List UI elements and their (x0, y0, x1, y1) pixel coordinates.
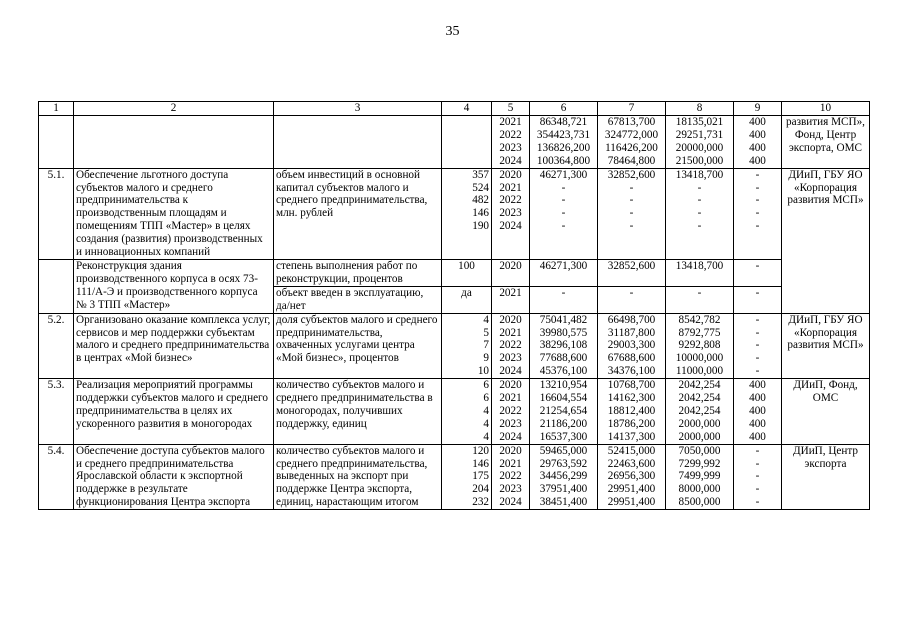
cell-total: 13210,954 16604,554 21254,654 21186,200 16537,300 (530, 379, 598, 445)
cell-fund-3: 400 400 400 400 400 (734, 379, 782, 445)
cell-executors: ДИиП, Центр экспорта (782, 444, 870, 510)
cell-total: 46271,300 - - - - (530, 168, 598, 259)
cell-num: 5.4. (39, 444, 74, 510)
cell-indicator: количество субъектов малого и среднего предпринимательства в моногородах, получивших поддержку, единиц (274, 379, 442, 445)
cell-fund-2: 7050,000 7299,992 7499,999 8000,000 8500,000 (666, 444, 734, 510)
table-row-continuation (39, 116, 870, 169)
cell-total: 46271,300 (530, 259, 598, 286)
program-activities-table (38, 101, 870, 510)
cell-name: Реализация мероприятий программы поддержки субъектов малого и среднего предпринимательства в целях их ускоренного развития в моногородах (74, 379, 274, 445)
table-header-row (39, 102, 870, 116)
header-cell: 6 (530, 102, 598, 116)
cell-years: 2020 (492, 259, 530, 286)
cell-value: 100 (442, 259, 492, 286)
cell-fund-3: - - - - - (734, 313, 782, 379)
header-cell: 2 (74, 102, 274, 116)
cell-fund-2: 2042,254 2042,254 2042,254 2000,000 2000,000 (666, 379, 734, 445)
cell-total: 75041,482 39980,575 38296,108 77688,600 45376,100 (530, 313, 598, 379)
cell-years: 2021 (492, 286, 530, 313)
cell-value: 4 5 7 9 10 (442, 313, 492, 379)
header-cell: 8 (666, 102, 734, 116)
cell-total: - (530, 286, 598, 313)
cell-indicator: доля субъектов малого и среднего предпринимательства, охваченных услугами центра «Мой бизнес», процентов (274, 313, 442, 379)
cell-fund-2: 8542,782 8792,775 9292,808 10000,000 11000,000 (666, 313, 734, 379)
cell-name (74, 116, 274, 169)
cell-num (39, 116, 74, 169)
header-cell: 9 (734, 102, 782, 116)
cell-num: 5.1. (39, 168, 74, 259)
cell-value: 120 146 175 204 232 (442, 444, 492, 510)
cell-fund-2: 18135,021 29251,731 20000,000 21500,000 (666, 116, 734, 169)
table-row-5-4 (39, 444, 870, 510)
page-number: 35 (445, 24, 460, 39)
header-cell: 10 (782, 102, 870, 116)
cell-total: 59465,000 29763,592 34456,299 37951,400 38451,400 (530, 444, 598, 510)
cell-name: Обеспечение льготного доступа субъектов малого и среднего предпринимательства к производственным площадям и помещениям ТПП «Мастер» в целях создания (развития) производственных и инновационных компаний (74, 168, 274, 259)
header-cell: 5 (492, 102, 530, 116)
cell-years: 2020 2021 2022 2023 2024 (492, 313, 530, 379)
cell-name: Организовано оказание комплекса услуг, сервисов и мер поддержки субъектам малого и среднего предпринимательства в центрах «Мой бизнес» (74, 313, 274, 379)
header-cell: 4 (442, 102, 492, 116)
cell-num: 5.3. (39, 379, 74, 445)
cell-indicator: степень выполнения работ по реконструкции, процентов (274, 259, 442, 286)
cell-fund-1: 32852,600 - - - - (598, 168, 666, 259)
cell-fund-3: - - - - - (734, 444, 782, 510)
cell-fund-1: 67813,700 324772,000 116426,200 78464,800 (598, 116, 666, 169)
table-row-5-2 (39, 313, 870, 379)
cell-executors: ДИиП, Фонд, ОМС (782, 379, 870, 445)
cell-fund-2: - (666, 286, 734, 313)
cell-num: 5.2. (39, 313, 74, 379)
table-row-5-3 (39, 379, 870, 445)
header-cell: 1 (39, 102, 74, 116)
cell-indicator: объект введен в эксплуатацию, да/нет (274, 286, 442, 313)
table-row-5-1 (39, 168, 870, 259)
cell-name: Реконструкция здания производственного корпуса в осях 73-111/А-Э и производственного корпуса № 3 ТПП «Мастер» (74, 259, 274, 313)
cell-years: 2020 2021 2022 2023 2024 (492, 379, 530, 445)
cell-value: 6 6 4 4 4 (442, 379, 492, 445)
cell-value (442, 116, 492, 169)
table-row-5-1-sub-a (39, 259, 870, 286)
cell-fund-3: - - - - - (734, 168, 782, 259)
cell-fund-3: - (734, 286, 782, 313)
cell-total: 86348,721 354423,731 136826,200 100364,800 (530, 116, 598, 169)
cell-executors: ДИиП, ГБУ ЯО «Корпорация развития МСП» (782, 313, 870, 379)
cell-indicator (274, 116, 442, 169)
cell-fund-1: 10768,700 14162,300 18812,400 18786,200 14137,300 (598, 379, 666, 445)
header-cell: 3 (274, 102, 442, 116)
cell-fund-2: 13418,700 - - - - (666, 168, 734, 259)
cell-indicator: количество субъектов малого и среднего предпринимательства, выведенных на экспорт при поддержке Центра экспорта, единиц, нарастающим итогом (274, 444, 442, 510)
cell-years: 2021 2022 2023 2024 (492, 116, 530, 169)
cell-fund-1: 32852,600 (598, 259, 666, 286)
cell-years: 2020 2021 2022 2023 2024 (492, 168, 530, 259)
cell-fund-1: 52415,000 22463,600 26956,300 29951,400 29951,400 (598, 444, 666, 510)
cell-fund-2: 13418,700 (666, 259, 734, 286)
cell-indicator: объем инвестиций в основной капитал субъектов малого и среднего предпринимательства, млн. рублей (274, 168, 442, 259)
cell-fund-1: - (598, 286, 666, 313)
cell-executors: развития МСП», Фонд, Центр экспорта, ОМС (782, 116, 870, 169)
cell-value: да (442, 286, 492, 313)
cell-fund-1: 66498,700 31187,800 29003,300 67688,600 34376,100 (598, 313, 666, 379)
cell-num (39, 259, 74, 313)
cell-executors: ДИиП, ГБУ ЯО «Корпорация развития МСП» (782, 168, 870, 313)
header-cell: 7 (598, 102, 666, 116)
cell-name: Обеспечение доступа субъектов малого и среднего предпринимательства Ярославской области к экспортной поддержке в результате функционирования Центра экспорта (74, 444, 274, 510)
cell-fund-3: 400 400 400 400 (734, 116, 782, 169)
cell-years: 2020 2021 2022 2023 2024 (492, 444, 530, 510)
cell-fund-3: - (734, 259, 782, 286)
cell-value: 357 524 482 146 190 (442, 168, 492, 259)
